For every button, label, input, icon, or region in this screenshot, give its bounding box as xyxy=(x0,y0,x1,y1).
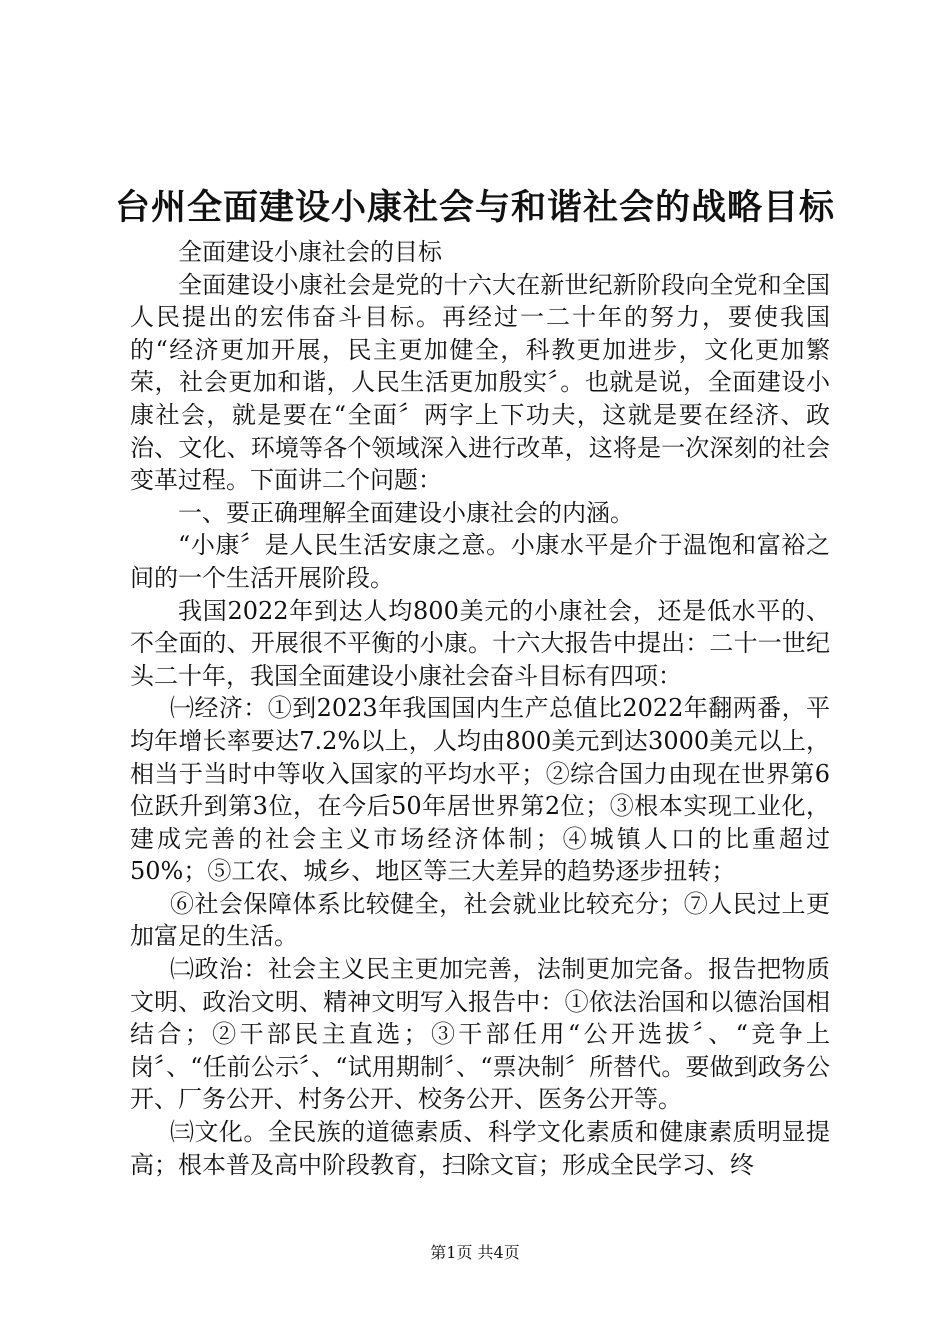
paragraph: 我国2022年到达人均800美元的小康社会，还是低水平的、不全面的、开展很不平衡的小康。十六大报告中提出：二十一世纪头二十年，我国全面建设小康社会奋斗目标有四项： xyxy=(130,596,830,690)
paragraph: ⑥社会保障体系比较健全，社会就业比较充分；⑦人民过上更加富足的生活。 xyxy=(130,889,830,951)
paragraph: 全面建设小康社会是党的十六大在新世纪新阶段向全党和全国人民提出的宏伟奋斗目标。再经过一二十年的努力，要使我国的“经济更加开展，民主更加健全，科教更加进步，文化更加繁荣，社会更加和谐，人民生活更加殷实〞。也就是说，全面建设小康社会，就是要在“全面〞两字上下功夫，这就是要在经济、政治、文化、环境等各个领域深入进行改革，这将是一次深刻的社会变革过程。下面讲二个问题： xyxy=(130,270,830,495)
paragraph: ㈢文化。全民族的道德素质、科学文化素质和健康素质明显提高；根本普及高中阶段教育，扫除文盲；形成全民学习、终 xyxy=(130,1118,830,1179)
section-heading: 全面建设小康社会的目标 xyxy=(178,238,442,266)
document-body xyxy=(130,236,830,1181)
paragraph: ㈡政治：社会主义民主更加完善，法制更加完备。报告把物质文明、政治文明、精神文明写入报告中：①依法治国和以德治国相结合；②干部民主直选；③干部任用“公开选拔〞、“竞争上岗〞、“任前公示〞、“试用期制〞、“票决制〞所替代。要做到政务公开、厂务公开、村务公开、校务公开、医务公开等。 xyxy=(130,955,830,1114)
document-title: 台州全面建设小康社会与和谐社会的战略目标 xyxy=(114,187,835,228)
paragraph: ㈠经济：①到2023年我国国内生产总值比2022年翻两番，平均年增长率要达7.2%以上，人均由800美元到达3000美元以上，相当于当时中等收入国家的平均水平；②综合国力由现在世界第6位跃升到第3位，在今后50年居世界第2位；③根本实现工业化，建成完善的社会主义市场经济体制；④城镇人口的比重超过50%；⑤工农、城乡、地区等三大差异的趋势逐步扭转； xyxy=(130,694,830,886)
paragraph: “小康〞是人民生活安康之意。小康水平是介于温饱和富裕之间的一个生活开展阶段。 xyxy=(130,531,830,592)
page-footer: 第1页 共4页 xyxy=(430,1243,520,1262)
section-heading: 一、要正确理解全面建设小康社会的内涵。 xyxy=(178,498,634,527)
